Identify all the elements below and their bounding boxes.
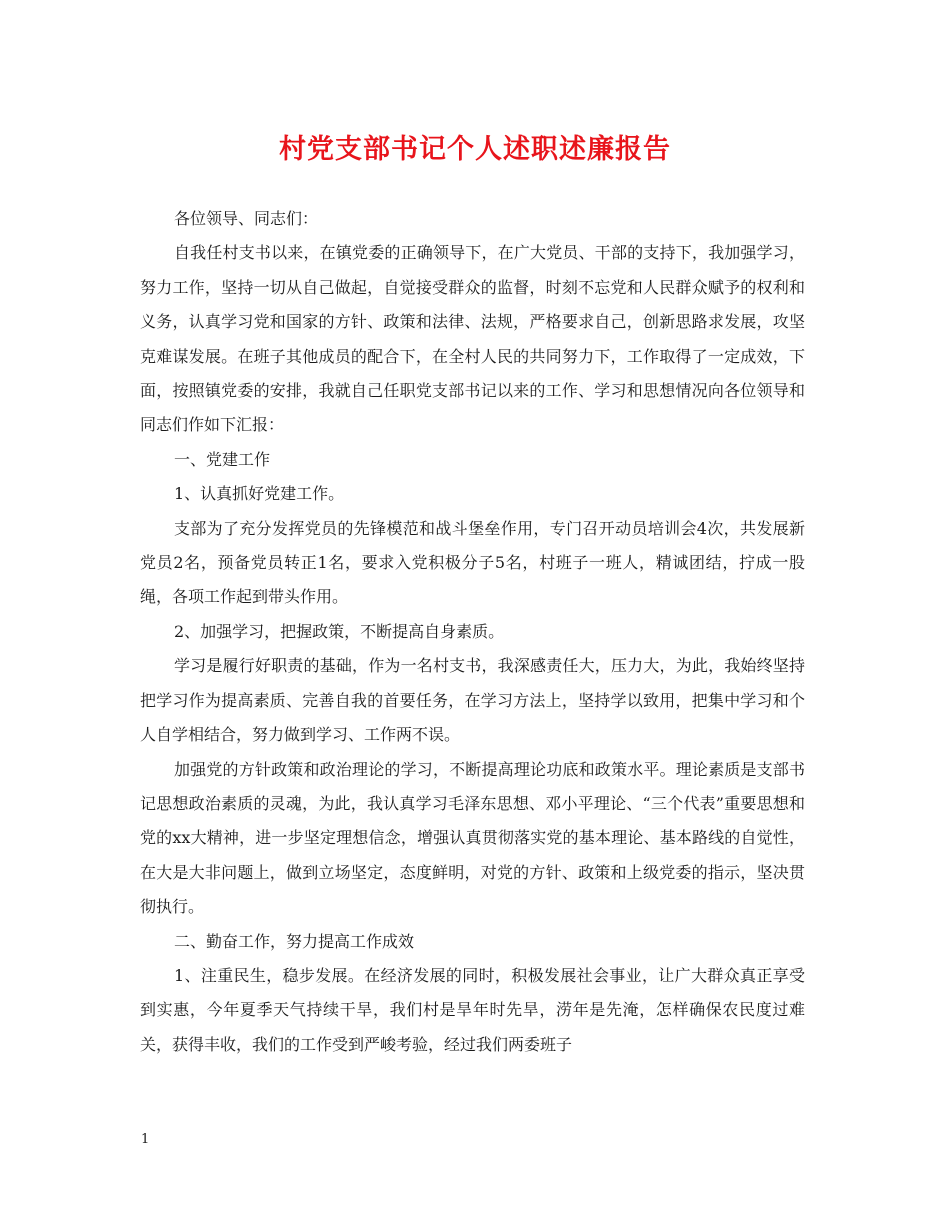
livelihood-paragraph: 1、注重民生，稳步发展。在经济发展的同时，积极发展社会事业，让广大群众真正享受到实惠，今年夏季天气持续干旱，我们村是旱年时先旱，涝年是先淹，怎样确保农民度过难关，获得丰收，我们的工作受到严峻考验，经过我们两委班子	[140, 965, 805, 1054]
subheading-study-policy: 2、加强学习，把握政策，不断提高自身素质。	[174, 621, 505, 641]
study-paragraph: 学习是履行好职责的基础，作为一名村支书，我深感责任大，压力大，为此，我始终坚持把学习作为提高素质、完善自我的首要任务，在学习方法上，坚持学以致用，把集中学习和个人自学相结合，努力做到学习、工作两不误。	[140, 656, 805, 745]
party-building-paragraph: 支部为了充分发挥党员的先锋模范和战斗堡垒作用，专门召开动员培训会4次，共发展新党员2名，预备党员转正1名，要求入党积极分子5名，村班子一班人，精诚团结，拧成一股绳，各项工作起到带头作用。	[140, 518, 805, 607]
theory-study-paragraph: 加强党的方针政策和政治理论的学习，不断提高理论功底和政策水平。理论素质是支部书记思想政治素质的灵魂，为此，我认真学习毛泽东思想、邓小平理论、“三个代表”重要思想和党的xx大精神，进一步坚定理想信念，增强认真贯彻落实党的基本理论、基本路线的自觉性，在大是大非问题上，做到立场坚定，态度鲜明，对党的方针、政策和上级党委的指示，坚决贯彻执行。	[140, 759, 805, 917]
document-body	[140, 202, 805, 1062]
intro-paragraph: 自我任村支书以来，在镇党委的正确领导下，在广大党员、干部的支持下，我加强学习，努力工作，坚持一切从自己做起，自觉接受群众的监督，时刻不忘党和人民群众赋予的权利和义务，认真学习党和国家的方针、政策和法律、法规，严格要求自己，创新思路求发展，攻坚克难谋发展。在班子其他成员的配合下，在全村人民的共同努力下，工作取得了一定成效，下面，按照镇党委的安排，我就自己任职党支部书记以来的工作、学习和思想情况向各位领导和同志们作如下汇报：	[140, 243, 805, 435]
subheading-party-building-work: 1、认真抓好党建工作。	[174, 484, 345, 504]
section-heading-diligent-work: 二、勤奋工作，努力提高工作成效	[174, 931, 415, 951]
section-heading-party-building: 一、党建工作	[174, 449, 271, 469]
document-title: 村党支部书记个人述职述廉报告	[279, 134, 671, 165]
page-number: 1	[141, 1132, 150, 1147]
salutation-paragraph: 各位领导、同志们：	[174, 209, 319, 228]
